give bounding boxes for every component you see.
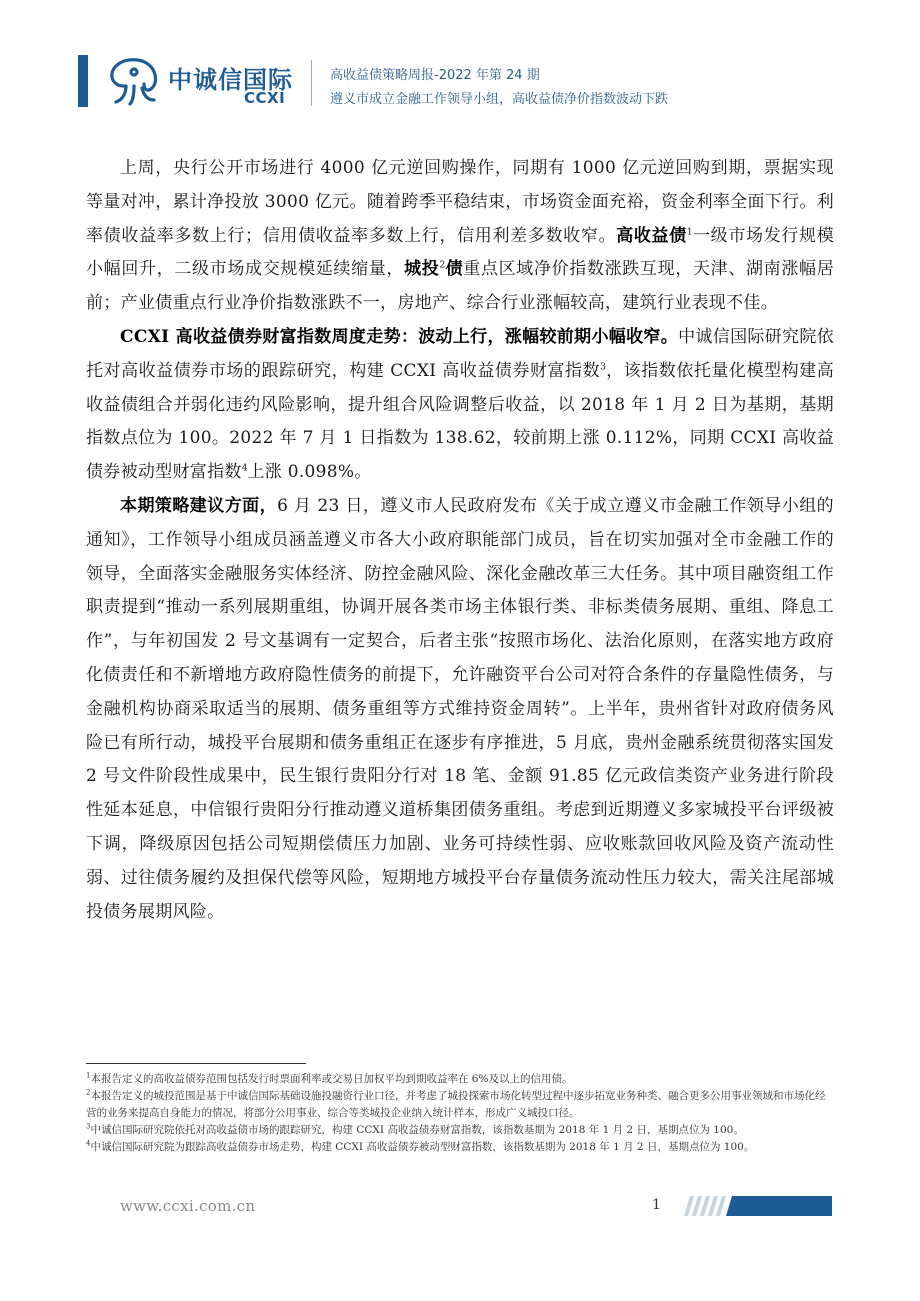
footnote-text: 中诚信国际研究院依托对高收益债市场的跟踪研究，构建 CCXI 高收益债券财富指数，该指数基期为 2018 年 1 月 2 日，基期点位为 100。 (90, 1124, 744, 1136)
footnote-separator (86, 1063, 306, 1064)
footnotes (86, 1071, 834, 1156)
paragraph-strategy (86, 490, 834, 929)
header-accent-bar (78, 55, 88, 107)
footnote (86, 1139, 834, 1156)
footnote-text: 中诚信国际研究院为跟踪高收益债券市场走势，构建 CCXI 高收益债券被动型财富指数，该指数基期为 2018 年 1 月 2 日，基期点位为 100。 (90, 1141, 755, 1153)
paragraph-market-overview (86, 152, 834, 321)
text-segment: 上涨 0.098%。 (247, 462, 372, 483)
footnote-text: 本报告定义的高收益债券范围包括发行时票面利率或交易日加权平均到期收益率在 6%及以上的信用债。 (90, 1073, 573, 1085)
footnote (86, 1122, 834, 1139)
report-subtitle: 遵义市成立金融工作领导小组，高收益债净价指数波动下跌 (330, 92, 669, 107)
footnote-number: 3 (86, 1122, 91, 1131)
text-segment: 上周，央行公开市场进行 4000 亿元逆回购操作，同期有 1000 亿元逆回购到期，票据实现等量对冲，累计净投放 3000 亿元。随着跨季平稳结束，市场资金面充裕，资金利率全面下行。利率债收益率多数上行；信用债收益率多数上行，信用利差多数收窄。 (86, 158, 834, 246)
footnote (86, 1071, 834, 1088)
footnote (86, 1088, 834, 1122)
elephant-logo-icon (104, 56, 164, 108)
ccxi-logo (104, 56, 293, 108)
header-divider (311, 60, 312, 106)
footnote-ref-4: 4 (241, 463, 248, 474)
report-body (86, 152, 834, 929)
footnote-ref-1: 1 (686, 226, 693, 237)
text-segment: 重点区域净价指数涨跌互现，天津、湖南涨幅居前；产业债重点行业净价指数涨跌不一，房地产、综合行业涨幅较高，建筑行业表现不佳。 (86, 259, 834, 314)
report-title: 高收益债策略周报-2022 年第 24 期 (330, 68, 540, 83)
text-segment: ，该指数依托量化模型构建高收益债组合并弱化违约风险影响，提升组合风险调整后收益，以 2018 年 1 月 2 日为基期，基期指数点位为 100。2022 年 7 月 1 日指数为 138.62，较前期上涨 0.112%，同期 CCXI 高收益债券被动型财富指数 (86, 360, 834, 483)
text-segment: 6 月 23 日，遵义市人民政府发布《关于成立遵义市金融工作领导小组的通知》，工作领导小组成员涵盖遵义市各大小政府职能部门成员，旨在切实加强对全市金融工作的领导，全面落实金融服务实体经济、防控金融风险、深化金融改革三大任务。其中项目融资组工作职责提到“推动一系列展期重组，协调开展各类市场主体银行类、非标类债务展期、重组、降息工作”，与年初国发 2 号文基调有一定契合，后者主张“按照市场化、法治化原则，在落实地方政府化债责任和不新增地方政府隐性债务的前提下，允许融资平台公司对符合条件的存量隐性债务，与金融机构协商采取适当的展期、债务重组等方式维持资金周转”。上半年，贵州省针对政府债务风险已有所行动，城投平台展期和债务重组正在逐步有序推进，5 月底，贵州金融系统贯彻落实国发 2 号文件阶段性成果中，民生银行贵阳分行对 18 笔、金额 91.85 亿元政信类资产业务进行阶段性延本延息，中信银行贵阳分行推动遵义道桥集团债务重组。考虑到近期遵义多家城投平台评级被下调，降级原因包括公司短期偿债压力加剧、业务可持续性弱、应收账款回收风险及资产流动性弱、过往债务履约及担保代偿等风险，短期地方城投平台存量债务流动性压力较大，需关注尾部城投债务展期风险。 (86, 495, 834, 922)
footer-stripe-decoration (674, 1196, 832, 1216)
bold-heading-index-trend: CCXI 高收益债券财富指数周度走势：波动上行，涨幅较前期小幅收窄。 (120, 326, 679, 347)
footnote-number: 2 (86, 1088, 91, 1097)
text-segment: 一级市场发行规模小幅回升，二级市场成交规模延续缩量， (86, 225, 835, 280)
bold-heading-strategy: 本期策略建议方面， (120, 495, 278, 516)
footnote-number: 1 (86, 1071, 91, 1080)
bold-term-bond: 债 (445, 259, 464, 280)
bold-term-chengtou: 城投 (404, 259, 440, 280)
footnote-number: 4 (86, 1139, 91, 1148)
footnote-ref-3: 3 (600, 362, 606, 373)
page-number: 1 (652, 1197, 661, 1213)
footnote-ref-2: 2 (439, 260, 446, 271)
footnote-text: 本报告定义的城投范围是基于中诚信国际基础设施投融资行业口径，并考虑了城投探索市场化转型过程中逐步拓宽业务种类、融合更多公用事业领域和市场化经营的业务来提高自身能力的情况，将部分公用事业、综合等类城投企业纳入统计样本，形成广义城投口径。 (86, 1090, 826, 1119)
footer-website-link[interactable]: www.ccxi.com.cn (120, 1197, 256, 1215)
brand-name: 中诚信国际 (168, 66, 293, 94)
text-segment: 中诚信国际研究院依托对高收益债券市场的跟踪研究，构建 CCXI 高收益债券财富指数 (86, 326, 834, 381)
paragraph-index-trend (86, 321, 834, 490)
brand-abbreviation: CCXI (244, 89, 286, 107)
bold-term-high-yield: 高收益债 (616, 225, 687, 246)
